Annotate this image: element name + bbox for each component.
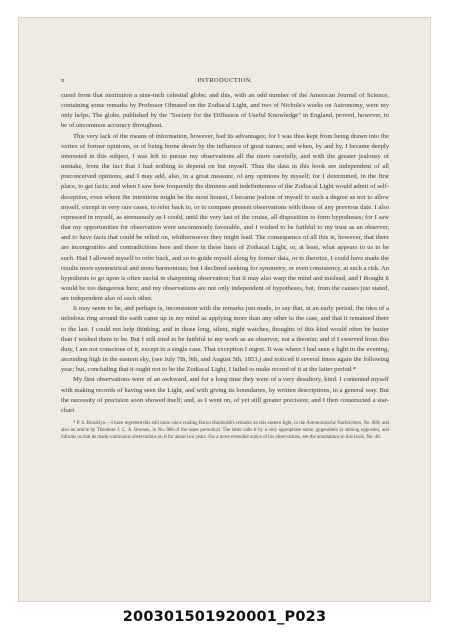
page-number: x xyxy=(61,77,65,84)
paragraph-1: cured from that institution a nine-inch celestial globe; and this, with an odd number of the American Journal of Science, containing some remarks by Professor Olmsted on the Zodiacal Light, and two of Nichols's works on Astronomy, were my only helps. The globe, published by the "Society for the Diffusion of Useful Knowledge" in England, proved, however, to be of uncommon accuracy throughout. xyxy=(61,92,389,130)
paragraph-3: It may seem to be, and perhaps is, inconsistent with the remarks just made, to say that, at an early period, the idea of a nebulous ring around the earth came up in my mind as applying more than any other to the case, and that it remained there to the last. I could not help thinking; and in those long, silent, night watches, thoughts of this kind would often be busier than I wished them to be. But I still tried to be faithful to my work as an observer, not a theorist; and if I swerved from this duty, I am not conscious of it, except in a single case. That exception I regret. It was where I had seen a light in the evening, ascending high in the eastern sky, (see July 7th, 9th, and August 5th, 1853,) and noticed it several times again the following year; but, concluding that it ought not to be the Zodiacal Light, I failed to make record of it at the latter period.* xyxy=(61,305,389,374)
page-body xyxy=(61,91,389,441)
image-caption: 200301501920001_P023 xyxy=(122,609,327,625)
footnote: * P. S. Brooklyn.—I have regretted this still more since reading Baron Humboldt's remarks on this eastern light, in the Astronomische Nachrichten, No. 889; and also an article by Theodore J. C. A. Brorsen, in No. 988 of the same periodical. The latter calls it by a very appropriate name, gegenshein (a shining opposite), and informs us that he made continuous observations on it for about two years. For a more extended notice of his observations, see the annotations in this book, No. 48. xyxy=(61,421,389,440)
paragraph-4: My first observations were of an awkward, and for a long time they were of a very desultory, kind. I contented myself with making records of having seen the Light, and with giving its boundaries, by written descriptions, in a general way. But the necessity of precision soon showed itself; and, as I went on, of yet still greater precision; and I then constructed a star-chart xyxy=(61,376,389,414)
paragraph-2: This very lack of the means of information, however, had its advantages; for I was thus kept from being drawn into the vortex of former opinions, or of being borne down by the influence of great names; and when, by and by, I became deeply interested in this subject, I was left to pursue my observations all the more carefully, and with the greater jealousy of mistake, from the fact that I had nothing to depend on but myself. Thus the data in this book are independent of all preconceived opinions, and I may add, also, in a great measure, of any opinions by myself; for I determined, in the first place, to get facts; and when I saw how frequently the dimness and indefiniteness of the Zodiacal Light would admit of self-deception, even where the intentions might be the most honest, I became jealous of myself to such a degree as not to allow myself, except in very rare cases, to refer back to, or to compare present observations with those of any previous date. I also repressed in myself, as strenuously as I could, until the very last of the cruise, all disposition to form hypotheses; for I saw that my opportunities for observation were uncommonly favorable, and I wished to be faithful to my trust as an observer, and to have facts that could be relied on, whithersoever they might lead. The consequence of all this is, however, that there are incongruities and contradictions here and there in these lines of Zodiacal Light, or, at least, what appears to us to be such. Had I allowed myself to refer back, and so to guide myself along by former data, or to theorize, I could have made the results more symmetrical and more harmonious; but I declined seeking for symmetry, or even consistency, at such a risk. An hypothesis to go upon is often useful in sharpening observation; but it may also warp the mind and mislead, and I thought it would be too dangerous here; and my observations are not only independent of hypotheses, but, from the causes just stated, are independent also of each other. xyxy=(61,132,390,303)
running-title: INTRODUCTION. xyxy=(197,77,253,84)
book-page xyxy=(19,18,430,601)
page-header xyxy=(61,77,389,84)
